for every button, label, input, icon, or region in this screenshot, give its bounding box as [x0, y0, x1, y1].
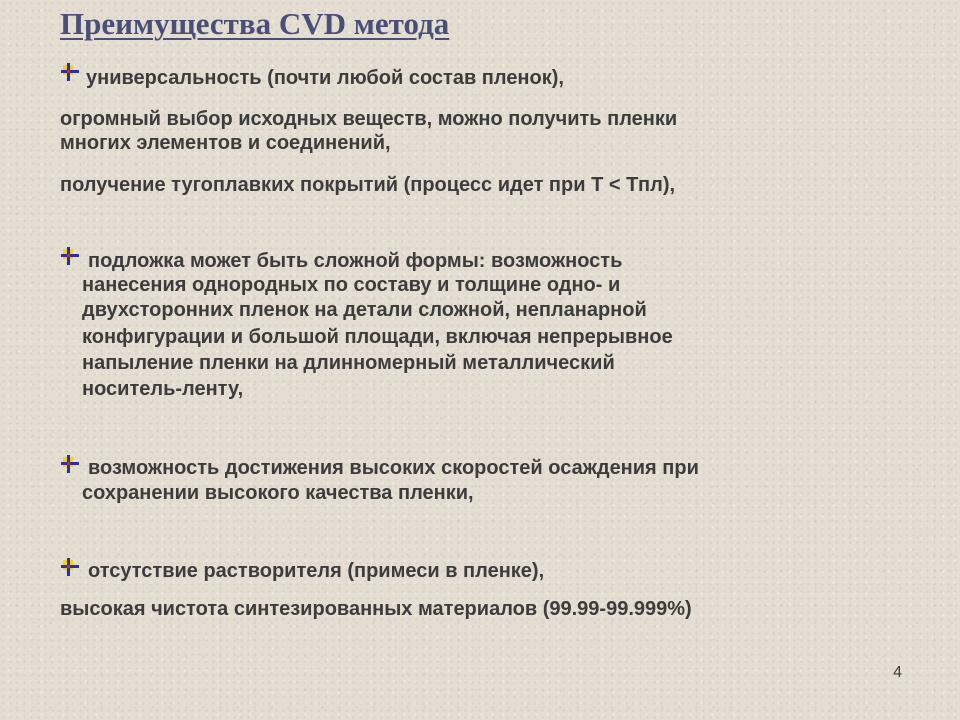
bullet-icon	[61, 247, 79, 265]
paragraph-precursors-line1: огромный выбор исходных веществ, можно получить пленки	[60, 108, 678, 130]
bullet-item-substrate-line2: нанесения однородных по составу и толщине одно- и	[82, 274, 621, 296]
paragraph-refractory-coatings: получение тугоплавких покрытий (процесс идет при Т < Тпл),	[60, 174, 676, 196]
paragraph-purity: высокая чистота синтезированных материалов (99.99-99.999%)	[60, 598, 692, 620]
bullet-item-substrate-line3: двухсторонних пленок на детали сложной, непланарной	[82, 299, 647, 321]
bullet-item-substrate-line5: напыление пленки на длинномерный металлический	[82, 352, 615, 374]
bullet-item-substrate-line4: конфигурации и большой площади, включая непрерывное	[82, 326, 673, 348]
bullet-icon	[61, 558, 79, 576]
bullet-icon	[61, 63, 79, 81]
bullet-item-universality: универсальность (почти любой состав пленок),	[86, 67, 564, 89]
bullet-item-substrate-line6: носитель-ленту,	[82, 378, 244, 400]
bullet-item-deposition-rate-line2: сохранении высокого качества пленки,	[82, 482, 474, 504]
slide-title: Преимущества CVD метода	[60, 6, 450, 41]
paragraph-precursors-line2: многих элементов и соединений,	[60, 132, 391, 154]
bullet-item-substrate-line1: подложка может быть сложной формы: возможность	[88, 250, 623, 272]
bullet-icon	[61, 455, 79, 473]
page-number: 4	[893, 664, 902, 681]
bullet-item-deposition-rate-line1: возможность достижения высоких скоростей осаждения при	[88, 457, 699, 479]
bullet-item-no-solvent: отсутствие растворителя (примеси в пленке),	[88, 560, 545, 582]
